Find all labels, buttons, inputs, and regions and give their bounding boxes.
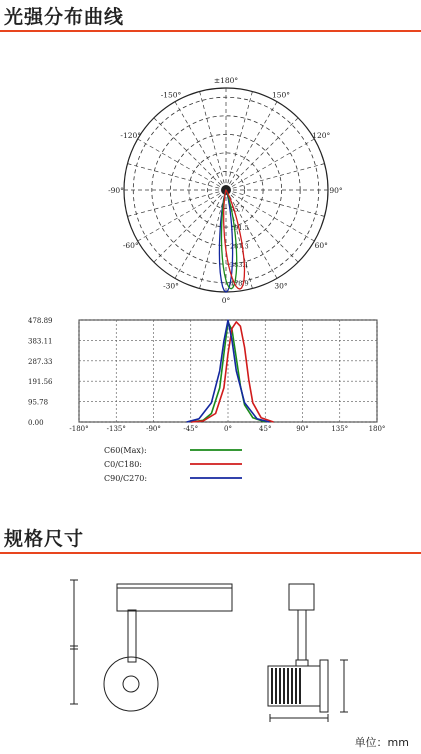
polar-angle-label: -150° (160, 90, 182, 100)
chart-xtick-label: 45° (259, 425, 272, 433)
chart-plot-area (79, 320, 377, 422)
section-title-dimensions: 规格尺寸 (4, 528, 85, 550)
chart-xtick-label: 0° (224, 425, 232, 433)
polar-radial-label: 478.9 (230, 279, 249, 288)
chart-xtick-label: -135° (106, 425, 126, 433)
chart-xtick-label: 90° (296, 425, 309, 433)
chart-ytick-label: 478.89 (28, 317, 53, 325)
polar-radial-label: 95.7 (230, 205, 245, 214)
chart-legend-label: C60(Max): (104, 446, 147, 455)
chart-xtick-label: -90° (146, 425, 161, 433)
chart-ytick-label: 383.11 (28, 337, 53, 346)
chart-ytick-label: 287.33 (28, 357, 53, 366)
intensity-line-chart (0, 310, 421, 485)
chart-legend-label: C0/C180: (104, 460, 142, 469)
chart-ytick-label: 0.00 (28, 419, 44, 427)
mounting-arm (128, 610, 136, 662)
chart-xtick-label: 180° (368, 425, 386, 433)
section-divider (0, 552, 421, 554)
polar-angle-label: 60° (314, 241, 328, 250)
section-divider (0, 30, 421, 32)
chart-ytick-label: 191.56 (28, 378, 53, 387)
section-title-light-distribution: 光强分布曲线 (4, 6, 125, 28)
chart-ytick-label: 95.78 (28, 398, 49, 407)
polar-radial-label: 191.5 (230, 224, 249, 233)
polar-angle-label: -120° (120, 131, 142, 140)
polar-distribution-diagram (0, 76, 421, 305)
polar-angle-label: -90° (108, 186, 124, 195)
chart-xtick-label: -180° (69, 425, 89, 433)
polar-angle-label: -30° (163, 281, 179, 291)
polar-angle-label: -60° (122, 241, 139, 250)
track-adapter-front (289, 584, 314, 610)
dimension-drawing (0, 570, 421, 740)
chart-xtick-label: -45° (183, 425, 199, 433)
polar-radial-label: 383.1 (230, 261, 249, 270)
polar-angle-label: ±180° (213, 76, 239, 85)
unit-label: 单位：mm (354, 736, 409, 749)
polar-angle-label: 150° (271, 90, 291, 100)
polar-angle-label: 90° (329, 186, 343, 195)
polar-angle-label: 30° (274, 281, 288, 291)
lamp-head-front (104, 657, 158, 711)
chart-xtick-label: 135° (331, 425, 349, 433)
polar-radial-label: 287.3 (230, 242, 249, 251)
polar-angle-label: 0° (221, 296, 231, 305)
polar-angle-label: 120° (312, 131, 331, 140)
chart-legend-label: C90/C270: (104, 474, 148, 483)
mounting-arm-side (298, 610, 306, 660)
